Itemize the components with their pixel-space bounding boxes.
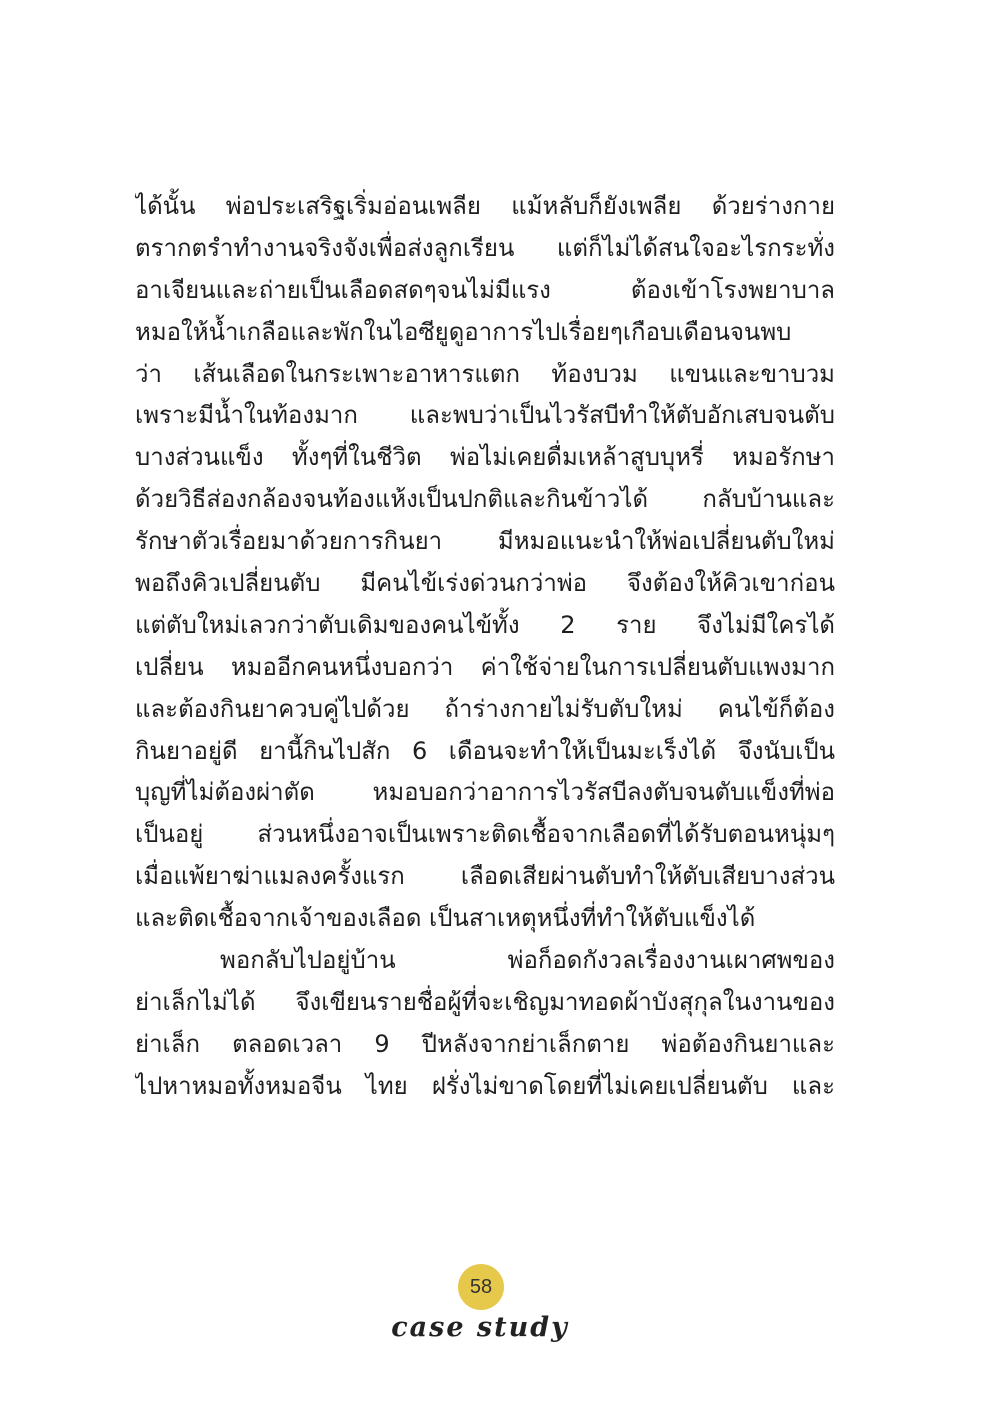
footer-section-label: case study bbox=[391, 1312, 569, 1343]
text-line-paragraph-start: พอกลับไปอยู่บ้าน พ่อก็อดกังวลเรื่องงานเผาศพของ bbox=[220, 946, 835, 975]
text-line: ย่าเล็กไม่ได้ จึงเขียนรายชื่อผู้ที่จะเชิญมาทอดผ้าบังสุกุลในงานของ bbox=[135, 987, 835, 1016]
body-text bbox=[135, 186, 835, 1108]
text-line: เปลี่ยน หมออีกคนหนึ่งบอกว่า ค่าใช้จ่ายในการเปลี่ยนตับแพงมาก bbox=[135, 652, 835, 681]
text-line: แต่ตับใหม่เลวกว่าตับเดิมของคนไข้ทั้ง 2 ราย จึงไม่มีใครได้ bbox=[135, 610, 835, 639]
text-line: และติดเชื้อจากเจ้าของเลือด เป็นสาเหตุหนึ่งที่ทำให้ตับแข็งได้ bbox=[135, 904, 756, 933]
text-line: ไปหาหมอทั้งหมอจีน ไทย ฝรั่งไม่ขาดโดยที่ไม่เคยเปลี่ยนตับ และ bbox=[135, 1071, 835, 1100]
text-line: บุญที่ไม่ต้องผ่าตัด หมอบอกว่าอาการไวรัสบีลงตับจนตับแข็งที่พ่อ bbox=[135, 778, 835, 807]
text-line: ได้นั้น พ่อประเสริฐเริ่มอ่อนเพลีย แม้หลับก็ยังเพลีย ด้วยร่างกาย bbox=[135, 192, 835, 220]
text-line: เป็นอยู่ ส่วนหนึ่งอาจเป็นเพราะติดเชื้อจากเลือดที่ได้รับตอนหนุ่มๆ bbox=[135, 820, 835, 849]
text-line: ว่า เส้นเลือดในกระเพาะอาหารแตก ท้องบวม แขนและขาบวม bbox=[135, 359, 835, 388]
text-line: เพราะมีน้ำในท้องมาก และพบว่าเป็นไวรัสบีทำให้ตับอักเสบจนตับ bbox=[135, 401, 835, 430]
text-line: อาเจียนและถ่ายเป็นเลือดสดๆจนไม่มีแรง ต้องเข้าโรงพยาบาล bbox=[135, 275, 835, 304]
text-line: พอถึงคิวเปลี่ยนตับ มีคนไข้เร่งด่วนกว่าพ่อ จึงต้องให้คิวเขาก่อน bbox=[135, 569, 835, 598]
text-line: หมอให้น้ำเกลือและพักในไอซียูดูอาการไปเรื่อยๆเกือบเดือนจนพบ bbox=[135, 317, 792, 346]
text-line: เมื่อแพ้ยาฆ่าแมลงครั้งแรก เลือดเสียผ่านตับทำให้ตับเสียบางส่วน bbox=[135, 862, 835, 891]
text-line: ด้วยวิธีส่องกล้องจนท้องแห้งเป็นปกติและกินข้าวได้ กลับบ้านและ bbox=[135, 485, 835, 514]
text-line: รักษาตัวเรื่อยมาด้วยการกินยา มีหมอแนะนำให้พ่อเปลี่ยนตับใหม่ bbox=[135, 527, 835, 556]
text-line: ตรากตรำทำงานจริงจังเพื่อส่งลูกเรียน แต่ก็ไม่ได้สนใจอะไรกระทั่ง bbox=[135, 233, 835, 262]
text-line: และต้องกินยาควบคู่ไปด้วย ถ้าร่างกายไม่รับตับใหม่ คนไข้ก็ต้อง bbox=[135, 694, 835, 723]
text-line: บางส่วนแข็ง ทั้งๆที่ในชีวิต พ่อไม่เคยดื่มเหล้าสูบบุหรี่ หมอรักษา bbox=[135, 443, 835, 472]
page-number-badge: 58 bbox=[458, 1264, 504, 1310]
text-line: กินยาอยู่ดี ยานี้กินไปสัก 6 เดือนจะทำให้เป็นมะเร็งได้ จึงนับเป็น bbox=[135, 736, 835, 765]
text-line: ย่าเล็ก ตลอดเวลา 9 ปีหลังจากย่าเล็กตาย พ่อต้องกินยาและ bbox=[135, 1029, 835, 1058]
